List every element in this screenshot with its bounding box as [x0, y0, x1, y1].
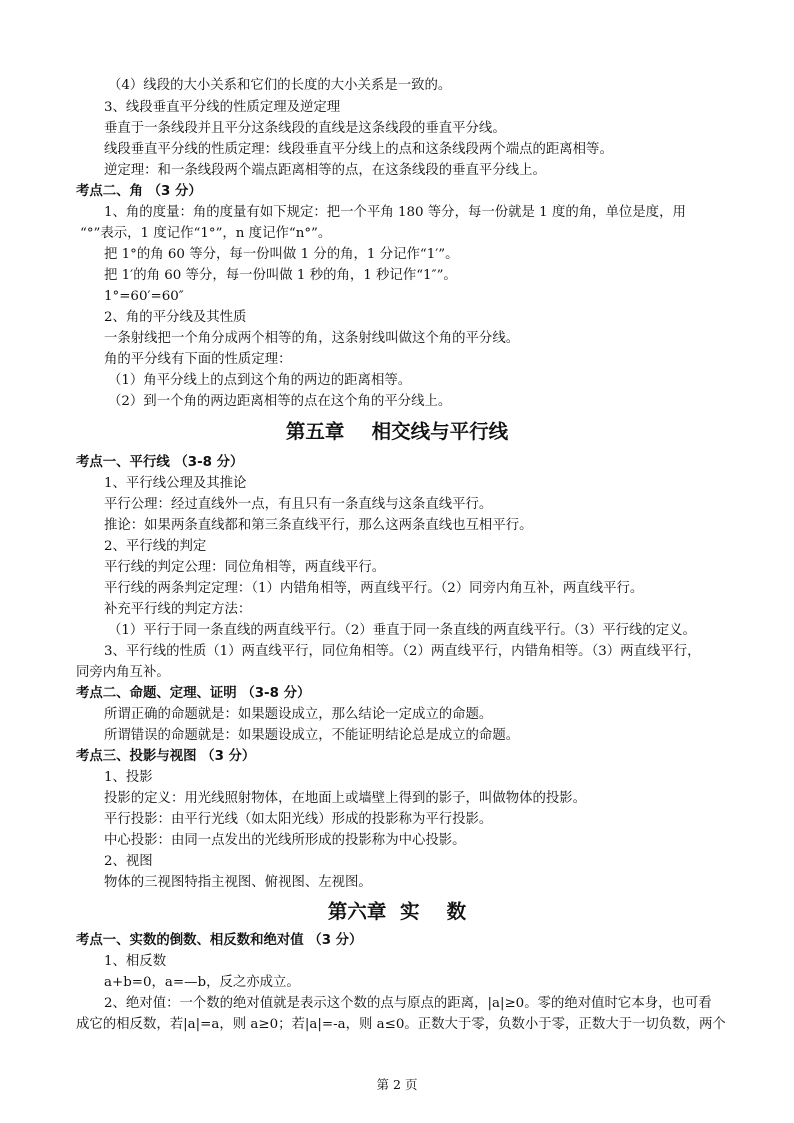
key-point-heading: 考点二、角 （3 分）: [76, 184, 202, 199]
page-number: 第 2 页: [376, 1077, 418, 1092]
text-line: 1°=60′=60″: [104, 289, 184, 304]
chapter-heading: 第五章 相交线与平行线: [285, 420, 509, 443]
text-line: 平行线的判定公理：同位角相等，两直线平行。: [104, 560, 386, 575]
key-point-heading: 考点三、投影与视图 （3 分）: [76, 749, 256, 764]
text-line: 2、视图: [104, 854, 153, 869]
text-line: （1）平行于同一条直线的两直线平行。（2）垂直于同一条直线的两直线平行。（3）平行线的定义。: [108, 623, 696, 638]
text-line: （1）角平分线上的点到这个角的两边的距离相等。: [108, 373, 412, 388]
text-line: 1、角的度量：角的度量有如下规定：把一个平角 180 等分，每一份就是 1 度的角，单位是度，用: [104, 205, 686, 220]
key-point-heading: 考点一、平行线 （3-8 分）: [76, 455, 244, 470]
text-line: 2、角的平分线及其性质: [104, 310, 247, 325]
text-line: 1、投影: [104, 770, 153, 785]
text-line: 把 1°的角 60 等分，每一份叫做 1 分的角，1 分记作“1′”。: [104, 247, 459, 262]
text-line: 1、相反数: [104, 954, 167, 969]
text-line: 垂直于一条线段并且平分这条线段的直线是这条线段的垂直平分线。: [104, 121, 506, 136]
text-line: 推论：如果两条直线都和第三条直线平行，那么这两条直线也互相平行。: [104, 518, 533, 533]
text-line: 平行公理：经过直线外一点，有且只有一条直线与这条直线平行。: [104, 497, 493, 512]
text-line: 成它的相反数，若|a|=a，则 a≥0；若|a|=-a，则 a≤0。正数大于零，负数小于零，正数大于一切负数，两个: [76, 1017, 726, 1032]
text-line: （4）线段的大小关系和它们的长度的大小关系是一致的。: [108, 78, 452, 93]
text-line: 物体的三视图特指主视图、俯视图、左视图。: [104, 875, 372, 890]
text-line: 投影的定义：用光线照射物体，在地面上或墙壁上得到的影子，叫做物体的投影。: [104, 791, 587, 806]
text-line: a+b=0，a=—b，反之亦成立。: [104, 975, 300, 990]
text-line: 中心投影：由同一点发出的光线所形成的投影称为中心投影。: [104, 833, 466, 848]
text-line: 补充平行线的判定方法：: [104, 602, 252, 617]
chapter-heading: 第六章 实 数: [327, 900, 467, 923]
text-line: 平行线的两条判定定理：（1）内错角相等，两直线平行。（2）同旁内角互补，两直线平行。: [104, 581, 644, 596]
text-line: （2）到一个角的两边距离相等的点在这个角的平分线上。: [108, 394, 452, 409]
text-line: 所谓正确的命题就是：如果题设成立，那么结论一定成立的命题。: [104, 707, 493, 722]
text-line: 一条射线把一个角分成两个相等的角，这条射线叫做这个角的平分线。: [104, 331, 520, 346]
text-line: 同旁内角互补。: [76, 665, 170, 680]
text-line: 所谓错误的命题就是：如果题设成立，不能证明结论总是成立的命题。: [104, 728, 520, 743]
key-point-heading: 考点一、实数的倒数、相反数和绝对值 （3 分）: [76, 933, 363, 948]
text-line: “°”表示，1 度记作“1°”，n 度记作“n°”。: [80, 226, 332, 241]
text-line: 把 1′的角 60 等分，每一份叫做 1 秒的角，1 秒记作“1″”。: [104, 268, 457, 283]
text-line: 3、线段垂直平分线的性质定理及逆定理: [104, 100, 341, 115]
text-line: 2、绝对值：一个数的绝对值就是表示这个数的点与原点的距离，|a|≥0。零的绝对值时它本身，也可看: [104, 996, 712, 1011]
text-line: 2、平行线的判定: [104, 539, 207, 554]
text-line: 1、平行线公理及其推论: [104, 476, 247, 491]
text-line: 角的平分线有下面的性质定理：: [104, 352, 292, 367]
text-line: 线段垂直平分线的性质定理：线段垂直平分线上的点和这条线段两个端点的距离相等。: [104, 142, 613, 157]
text-line: 逆定理：和一条线段两个端点距离相等的点，在这条线段的垂直平分线上。: [104, 163, 546, 178]
text-line: 平行投影：由平行光线（如太阳光线）形成的投影称为平行投影。: [104, 812, 493, 827]
text-line: 3、平行线的性质（1）两直线平行，同位角相等。（2）两直线平行，内错角相等。（3）两直线平行，: [104, 644, 701, 659]
key-point-heading: 考点二、命题、定理、证明 （3-8 分）: [76, 686, 311, 701]
